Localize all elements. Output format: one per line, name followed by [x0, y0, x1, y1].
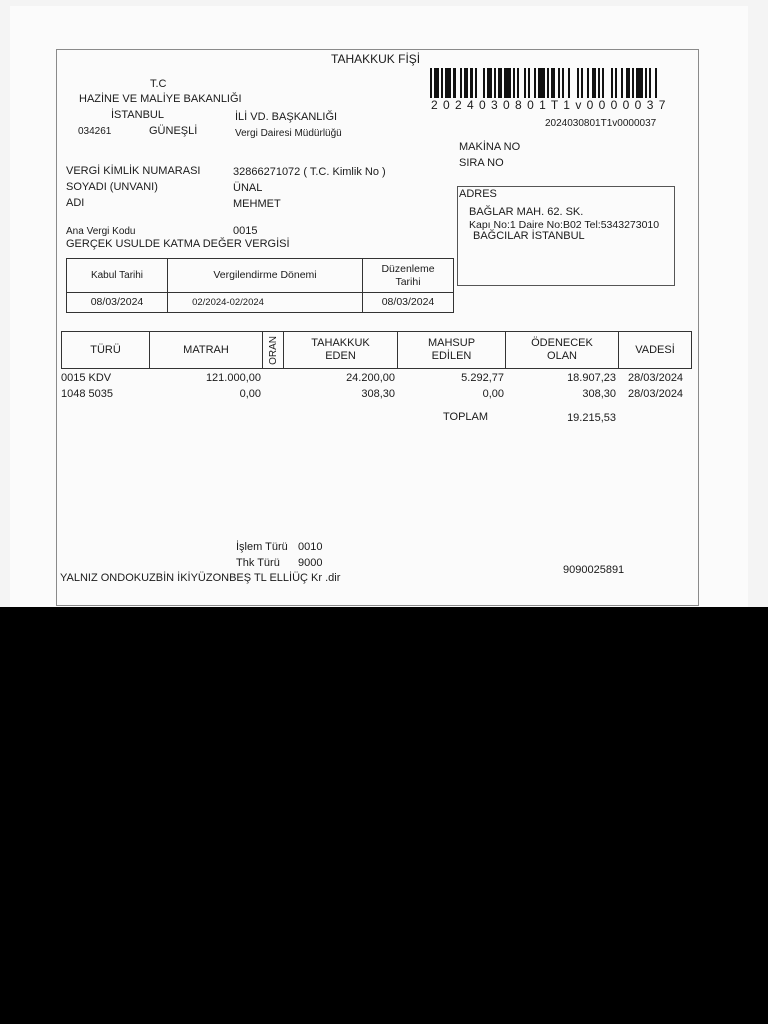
issuer-directorate: İLİ VD. BAŞKANLIĞI [235, 111, 338, 123]
form-title: TAHAKKUK FİŞİ [331, 52, 421, 66]
col-header-type: TÜRÜ [90, 343, 121, 356]
surname-value: ÜNAL [233, 182, 263, 194]
barcode [430, 68, 660, 98]
issuer-city: İSTANBUL [111, 109, 164, 121]
row1-offset: 5.292,77 [461, 372, 504, 384]
transaction-type-value: 0010 [298, 541, 323, 553]
dates-header-acceptance: Kabul Tarihi [90, 270, 144, 281]
issuer-tc: T.C [150, 78, 167, 90]
office-name: GÜNEŞLİ [149, 125, 198, 137]
amount-in-words: YALNIZ ONDOKUZBİN İKİYÜZONBEŞ TL ELLİÜÇ Kr .dir [60, 572, 341, 584]
main-tax-description: GERÇEK USULDE KATMA DEĞER VERGİSİ [66, 238, 290, 250]
main-tax-code-value: 0015 [233, 225, 258, 237]
surname-label: SOYADI (UNVANI) [66, 181, 158, 193]
address-line-1: BAĞLAR MAH. 62. SK. [469, 206, 584, 218]
row2-accrued: 308,30 [361, 388, 395, 400]
barcode-text: 2024030801T1v0000037 [545, 118, 657, 129]
row1-due-date: 28/03/2024 [628, 372, 684, 384]
transaction-type-label: İşlem Türü [236, 541, 288, 553]
machine-no-label: MAKİNA NO [459, 141, 521, 153]
col-header-rate: ORAN [267, 335, 279, 365]
dates-issue-value: 08/03/2024 [381, 296, 435, 308]
issuer-ministry: HAZİNE VE MALİYE BAKANLIĞI [79, 93, 242, 105]
col-header-accrued: TAHAKKUK EDEN [311, 337, 370, 362]
main-tax-code-label: Ana Vergi Kodu [66, 226, 136, 237]
address-label: ADRES [459, 188, 497, 200]
office-description: Vergi Dairesi Müdürlüğü [235, 128, 342, 139]
total-value: 19.215,53 [567, 412, 616, 424]
total-label: TOPLAM [443, 411, 489, 423]
row1-base: 121.000,00 [205, 372, 261, 384]
row2-offset: 0,00 [482, 388, 504, 400]
row1-accrued: 24.200,00 [346, 372, 395, 384]
col-header-due-date: VADESİ [635, 343, 675, 356]
sequence-no-label: SIRA NO [459, 157, 504, 169]
row2-base: 0,00 [239, 388, 261, 400]
vkn-label: VERGİ KİMLİK NUMARASI [66, 165, 201, 177]
vkn-value: 32866271072 ( T.C. Kimlik No ) [233, 166, 386, 178]
col-header-base: MATRAH [183, 343, 229, 356]
address-line-2: Kapı No:1 Daire No:B02 Tel:5343273010 [469, 219, 660, 231]
dates-header-period: Vergilendirme Dönemi [213, 269, 317, 281]
row1-type: 0015 KDV [61, 372, 112, 384]
col-header-payable: ÖDENECEK OLAN [531, 337, 593, 362]
reference-number: 9090025891 [563, 564, 625, 576]
accrual-type-value: 9000 [298, 557, 323, 569]
office-code: 034261 [78, 126, 112, 137]
dates-header-issue: Düzenleme Tarihi [381, 262, 435, 288]
row1-payable: 18.907,23 [567, 372, 616, 384]
name-value: MEHMET [233, 198, 281, 210]
address-line-3: BAĞCILAR İSTANBUL [473, 230, 585, 242]
row2-type: 1048 5035 [61, 388, 113, 400]
row2-payable: 308,30 [582, 388, 616, 400]
name-label: ADI [66, 197, 85, 209]
col-header-offset: MAHSUP EDİLEN [427, 337, 476, 362]
accrual-type-label: Thk Türü [236, 557, 280, 569]
dates-acceptance-value: 08/03/2024 [90, 296, 144, 308]
dates-period-value: 02/2024-02/2024 [192, 297, 264, 308]
barcode-digits: 2 0 2 4 0 3 0 8 0 1 T 1 v 0 0 0 0 0 3 7 [431, 98, 667, 112]
row2-due-date: 28/03/2024 [628, 388, 684, 400]
